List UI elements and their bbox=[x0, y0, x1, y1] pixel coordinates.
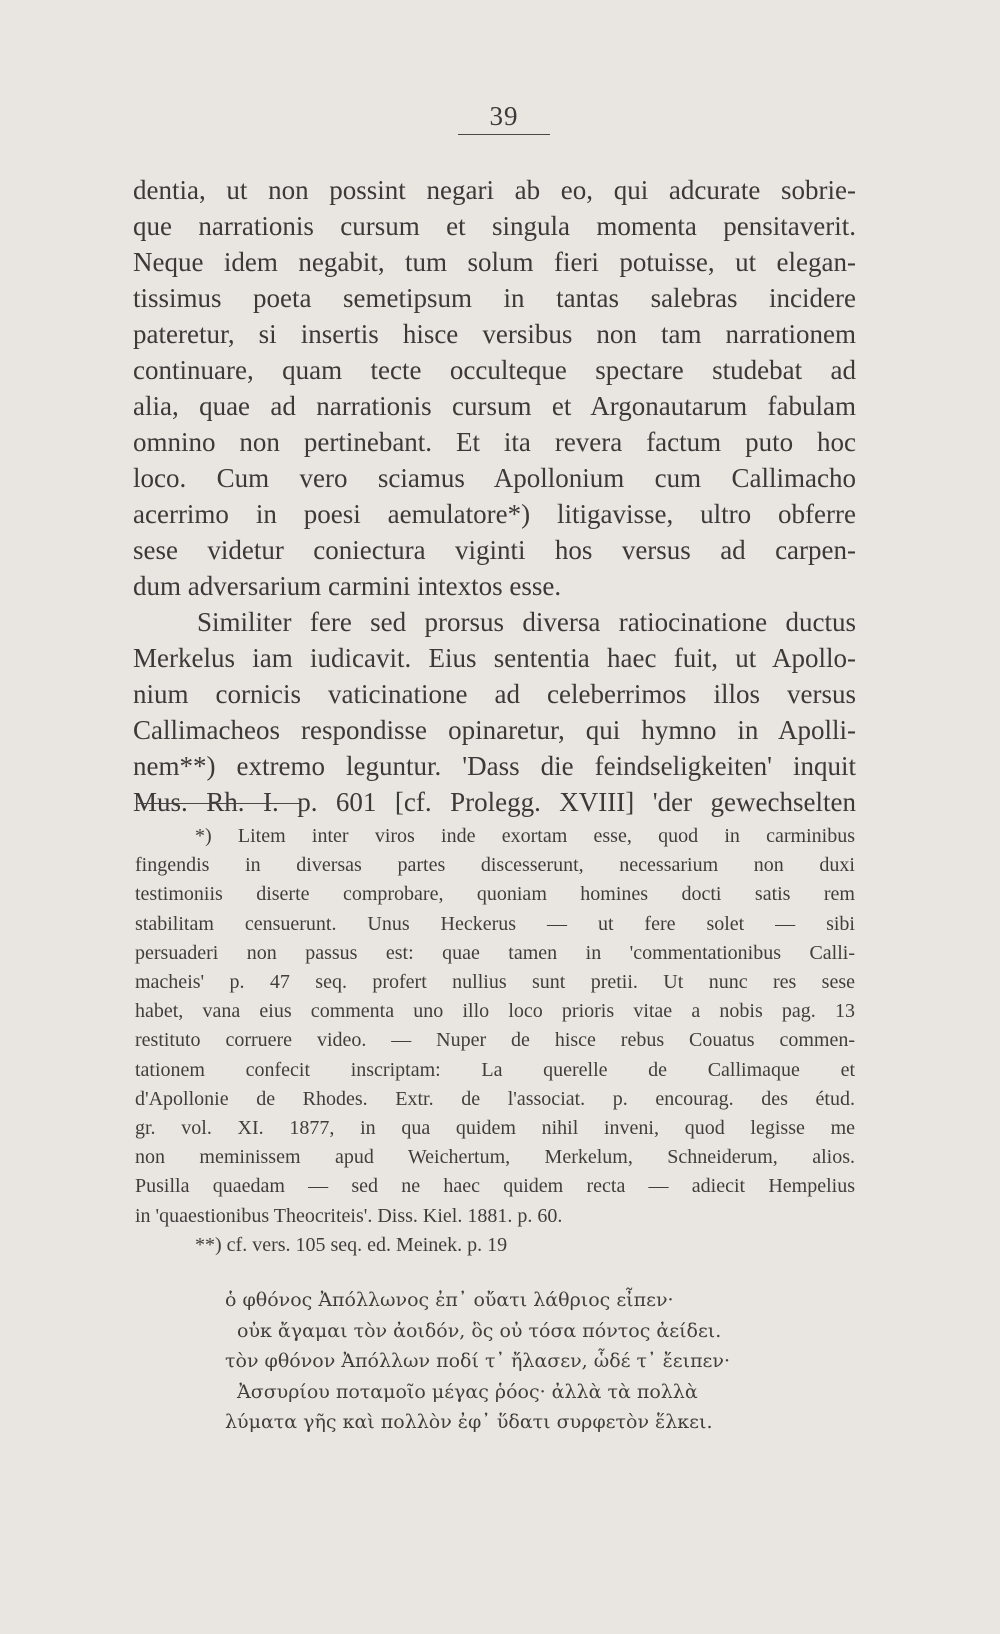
body-line: continuare, quam tecte occulteque spectare studebat ad bbox=[133, 355, 856, 385]
footnote-line: **) cf. vers. 105 seq. ed. Meinek. p. 19 bbox=[195, 1233, 508, 1256]
body-line: que narrationis cursum et singula momenta pensitaverit. bbox=[133, 211, 856, 241]
body-line: sese videtur coniectura viginti hos versus ad carpen- bbox=[133, 535, 856, 565]
body-line: Mus. Rh. I. p. 601 [cf. Prolegg. XVIII] 'der gewechselten bbox=[133, 787, 856, 817]
footnote-line: Pusilla quaedam — sed ne haec quidem recta — adiecit Hempelius bbox=[135, 1175, 855, 1198]
footnote-line: persuaderi non passus est: quae tamen in 'commentationibus Calli- bbox=[135, 941, 855, 964]
body-line: tissimus poeta semetipsum in tantas salebras incidere bbox=[133, 283, 856, 313]
footnote-line: testimoniis diserte comprobare, quoniam homines docti satis rem bbox=[135, 883, 855, 906]
body-line: Callimacheos respondisse opinaretur, qui hymno in Apolli- bbox=[133, 715, 856, 745]
footnote-rule bbox=[136, 803, 300, 804]
footnote-line: restituto corruere video. — Nuper de hisce rebus Couatus commen- bbox=[135, 1029, 855, 1052]
footnote-line: habet, vana eius commenta uno illo loco prioris vitae a nobis pag. 13 bbox=[135, 1000, 855, 1023]
body-line: nem**) extremo leguntur. 'Dass die feindseligkeiten' inquit bbox=[133, 751, 856, 781]
main-text bbox=[133, 172, 856, 820]
greek-line: ὁ φθόνος Ἀπόλλωνος ἐπ᾽ οὔατι λάθριος εἶπεν· bbox=[225, 1289, 674, 1311]
footnote-line: fingendis in diversas partes discesserunt, necessarium non duxi bbox=[135, 854, 855, 877]
footnote-line: *) Litem inter viros inde exortam esse, quod in carminibus bbox=[195, 825, 855, 847]
greek-line: λύματα γῆς καὶ πολλὸν ἐφ᾽ ὕδατι συρφετὸν ἕλκει. bbox=[225, 1411, 713, 1433]
body-line: Similiter fere sed prorsus diversa ratiocinatione ductus bbox=[197, 607, 856, 637]
body-line: dentia, ut non possint negari ab eo, qui adcurate sobrie- bbox=[133, 175, 856, 205]
footnote-line: in 'quaestionibus Theocriteis'. Diss. Kiel. 1881. p. 60. bbox=[135, 1204, 563, 1227]
footnotes bbox=[135, 822, 855, 1260]
footnote-line: non meminissem apud Weichertum, Merkelum, Schneiderum, alios. bbox=[135, 1146, 855, 1169]
body-line: nium cornicis vaticinatione ad celeberrimos illos versus bbox=[133, 679, 856, 709]
footnote-line: gr. vol. XI. 1877, in qua quidem nihil inveni, quod legisse me bbox=[135, 1117, 855, 1140]
footnote-line: d'Apollonie de Rhodes. Extr. de l'associat. p. encourag. des étud. bbox=[135, 1087, 855, 1110]
body-line: Neque idem negabit, tum solum fieri potuisse, ut elegan- bbox=[133, 247, 856, 277]
body-line: Merkelus iam iudicavit. Eius sententia haec fuit, ut Apollo- bbox=[133, 643, 856, 673]
body-line: omnino non pertinebant. Et ita revera factum puto hoc bbox=[133, 427, 856, 457]
body-line: pateretur, si insertis hisce versibus non tam narrationem bbox=[133, 319, 856, 349]
body-line: dum adversarium carmini intextos esse. bbox=[133, 571, 562, 601]
body-line: loco. Cum vero sciamus Apollonium cum Callimacho bbox=[133, 463, 856, 493]
greek-line: Ἀσσυρίου ποταμοῖο μέγας ῥόος· ἀλλὰ τὰ πολλὰ bbox=[237, 1380, 698, 1403]
page-number-rule bbox=[458, 134, 550, 135]
page-number: 39 bbox=[489, 101, 519, 131]
greek-quotation bbox=[225, 1285, 805, 1438]
footnote-line: stabilitam censuerunt. Unus Heckerus — ut fere solet — sibi bbox=[135, 912, 855, 935]
footnote-line: tationem confecit inscriptam: La querelle de Callimaque et bbox=[135, 1058, 855, 1081]
body-line: alia, quae ad narrationis cursum et Argonautarum fabulam bbox=[133, 391, 856, 421]
greek-line: οὐκ ἄγαμαι τὸν ἀοιδόν, ὃς οὐ τόσα πόντος ἀείδει. bbox=[237, 1319, 722, 1342]
greek-line: τὸν φθόνον Ἀπόλλων ποδί τ᾽ ἤλασεν, ὧδέ τ᾽ ἔειπεν· bbox=[225, 1350, 730, 1372]
body-line: acerrimo in poesi aemulatore*) litigavisse, ultro obferre bbox=[133, 499, 856, 529]
footnote-line: macheis' p. 47 seq. profert nullius sunt pretii. Ut nunc res sese bbox=[135, 971, 855, 994]
